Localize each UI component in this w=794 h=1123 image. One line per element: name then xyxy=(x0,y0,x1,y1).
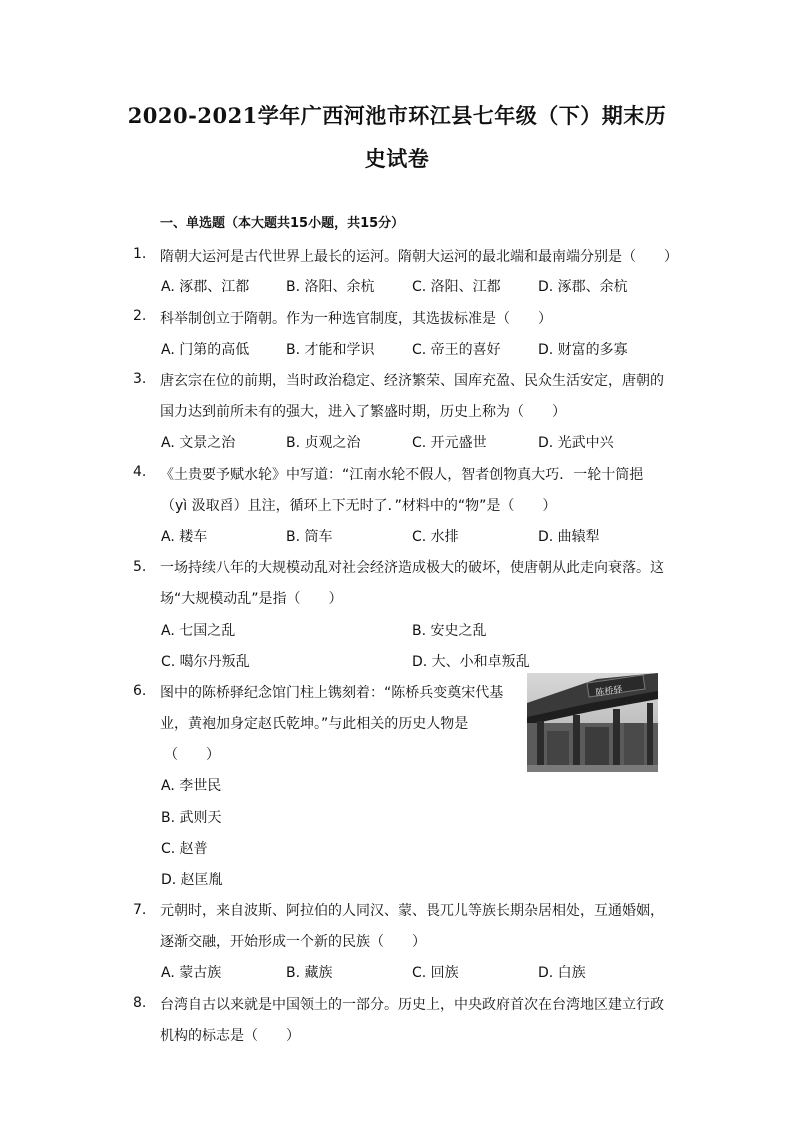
option-c[interactable]: C. 帝王的喜好 xyxy=(412,342,501,358)
option-c[interactable]: C. 赵普 xyxy=(161,841,208,857)
option-c[interactable]: C. 开元盛世 xyxy=(412,435,487,451)
option-b[interactable]: B. 藏族 xyxy=(286,965,333,981)
question-text: 业，黄袍加身定赵氏乾坤。”与此相关的历史人物是 xyxy=(160,716,469,732)
question-number: 3. xyxy=(133,371,147,387)
option-c[interactable]: C. 噶尔丹叛乱 xyxy=(161,654,250,670)
question-text: 一场持续八年的大规模动乱对社会经济造成极大的破坏，使唐朝从此走向衰落。这 xyxy=(160,560,664,576)
question-text: 元朝时，来自波斯、阿拉伯的人同汉、蒙、畏兀儿等族长期杂居相处，互通婚姻， xyxy=(160,903,664,919)
question-text: 机构的标志是（ ） xyxy=(160,1028,300,1044)
question-text: （ ） xyxy=(164,747,220,763)
question-text: 科举制创立于隋朝。作为一种选官制度，其选拔标准是（ ） xyxy=(160,311,552,327)
question-number: 5. xyxy=(133,559,147,575)
question-text: 国力达到前所未有的强大，进入了繁盛时期，历史上称为（ ） xyxy=(160,404,566,420)
question-number: 1. xyxy=(133,246,147,262)
option-d[interactable]: D. 涿郡、余杭 xyxy=(538,279,628,295)
question-text: 唐玄宗在位的前期，当时政治稳定、经济繁荣、国库充盈、民众生活安定，唐朝的 xyxy=(160,373,664,389)
chenqiao-post-photo xyxy=(527,673,658,772)
question-text: （yì 汲取舀）且注，循环上下无时了．”材料中的“物”是（ ） xyxy=(161,498,557,514)
title-line-2: 史试卷 xyxy=(364,146,430,171)
question-text: 图中的陈桥驿纪念馆门柱上镌刻着：“陈桥兵变奠宋代基 xyxy=(160,685,504,701)
option-a[interactable]: A. 李世民 xyxy=(161,778,222,794)
option-c[interactable]: C. 回族 xyxy=(412,965,459,981)
option-a[interactable]: A. 七国之乱 xyxy=(161,623,236,639)
option-d[interactable]: D. 光武中兴 xyxy=(538,435,614,451)
question-number: 7. xyxy=(133,902,147,918)
question-text: 场“大规模动乱”是指（ ） xyxy=(160,591,343,607)
title-line-1: 2020-2021学年广西河池市环江县七年级（下）期末历 xyxy=(127,103,667,128)
option-d[interactable]: D. 赵匡胤 xyxy=(161,872,223,888)
signboard-text: 陈桥驿 xyxy=(595,685,624,699)
option-b[interactable]: B. 安史之乱 xyxy=(412,623,487,639)
option-a[interactable]: A. 耧车 xyxy=(161,529,208,545)
question-text: 《土贵要予赋水轮》中写道：“江南水轮不假人，智者创物真大巧．一轮十筒挹 xyxy=(160,467,644,483)
question-number: 4. xyxy=(133,464,147,480)
question-number: 2. xyxy=(133,308,147,324)
option-b[interactable]: B. 才能和学识 xyxy=(286,342,375,358)
option-b[interactable]: B. 贞观之治 xyxy=(286,435,361,451)
section-heading: 一、单选题（本大题共15小题，共15分） xyxy=(160,216,405,231)
option-a[interactable]: A. 涿郡、江都 xyxy=(161,279,250,295)
option-a[interactable]: A. 文景之治 xyxy=(161,435,236,451)
option-a[interactable]: A. 蒙古族 xyxy=(161,965,222,981)
question-text: 逐渐交融，开始形成一个新的民族（ ） xyxy=(160,934,426,950)
question-text: 隋朝大运河是古代世界上最长的运河。隋朝大运河的最北端和最南端分别是（ ） xyxy=(160,249,678,265)
question-text: 台湾自古以来就是中国领土的一部分。历史上，中央政府首次在台湾地区建立行政 xyxy=(160,997,664,1013)
option-b[interactable]: B. 洛阳、余杭 xyxy=(286,279,375,295)
option-d[interactable]: D. 白族 xyxy=(538,965,586,981)
chenqiao-post-photo-illustration xyxy=(527,673,658,772)
option-d[interactable]: D. 财富的多寡 xyxy=(538,342,628,358)
option-c[interactable]: C. 洛阳、江都 xyxy=(412,279,501,295)
option-b[interactable]: B. 筒车 xyxy=(286,529,333,545)
option-a[interactable]: A. 门第的高低 xyxy=(161,342,250,358)
option-c[interactable]: C. 水排 xyxy=(412,529,459,545)
option-b[interactable]: B. 武则天 xyxy=(161,810,222,826)
option-d[interactable]: D. 大、小和卓叛乱 xyxy=(412,654,530,670)
option-d[interactable]: D. 曲辕犁 xyxy=(538,529,600,545)
question-number: 6. xyxy=(133,683,147,699)
question-number: 8. xyxy=(133,995,147,1011)
